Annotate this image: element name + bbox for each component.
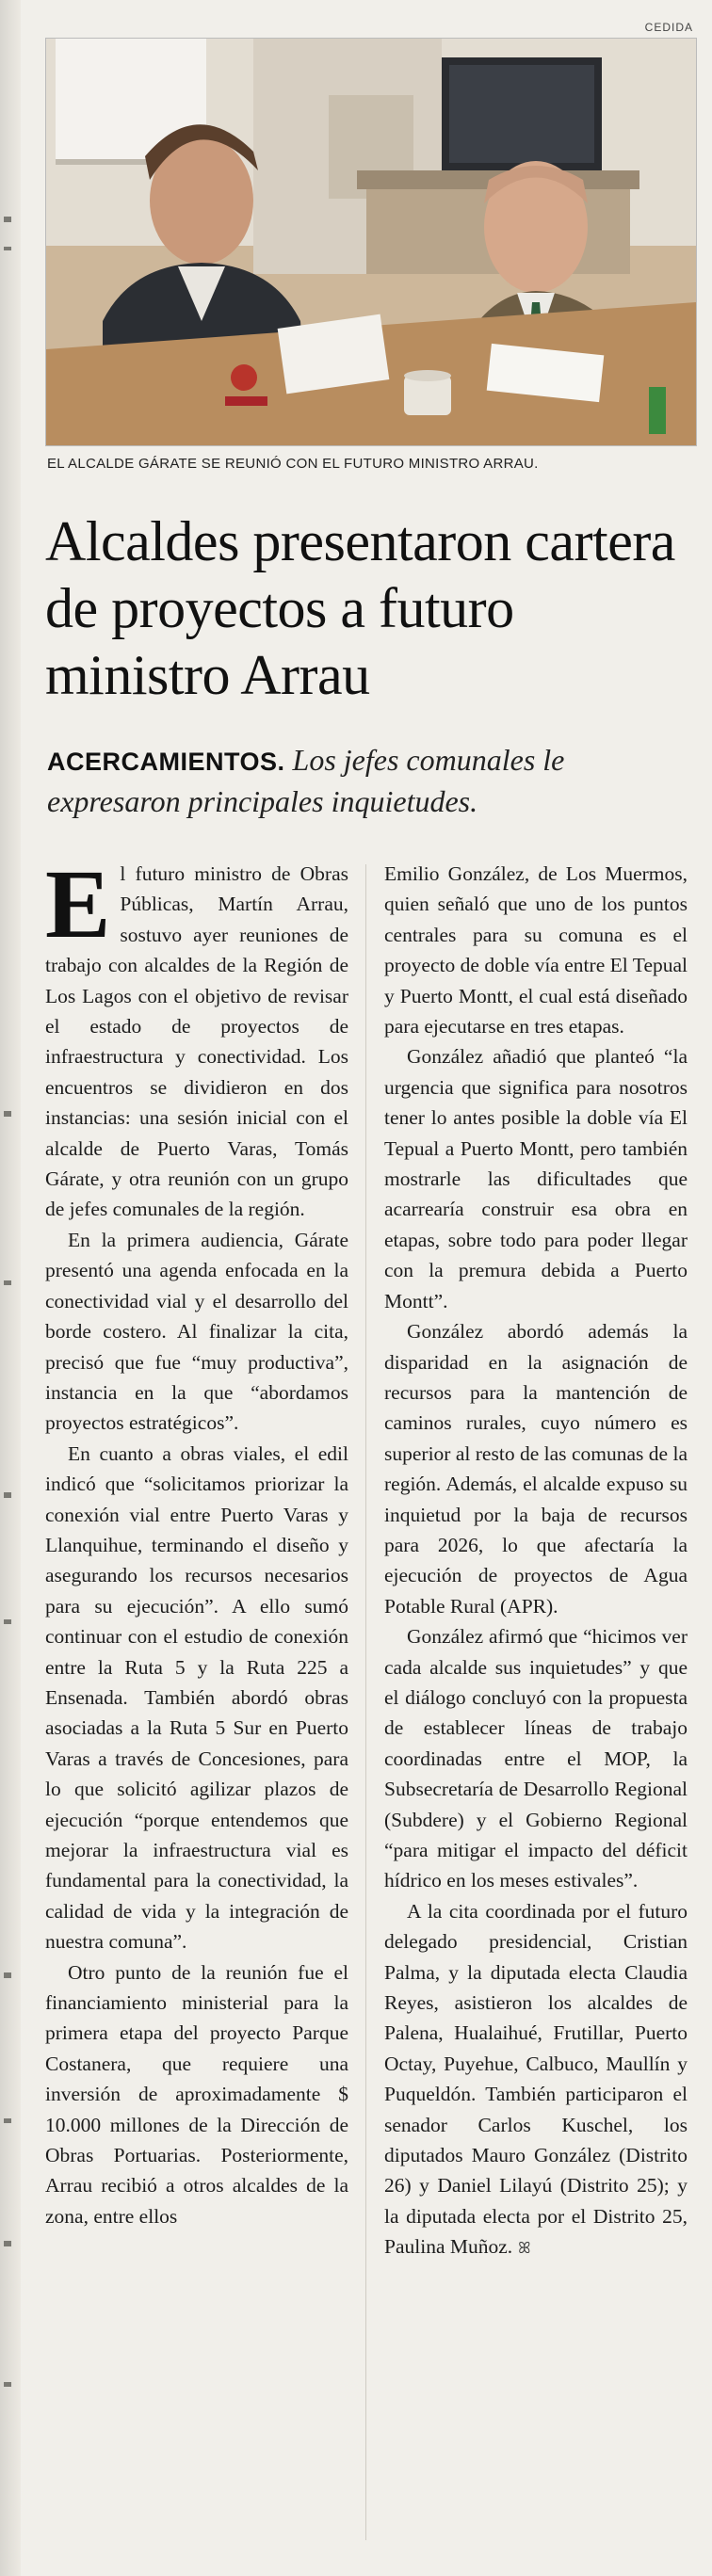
subheadline [47, 740, 697, 821]
kicker-label: ACERCAMIENTOS. [47, 748, 285, 776]
column-divider [365, 864, 366, 2540]
paragraph: González afirmó que “hicimos ver cada alcalde sus inquietudes” y que el diálogo concluyó con la propuesta de establecer líneas de trabajo coordinadas entre el MOP, la Subsecretaría de Desarrollo Regional (Subdere) y el Gobierno Regional “para mitigar el impacto del déficit hídrico en los meses estivales”. [384, 1625, 688, 1892]
headline: Alcaldes presentaron cartera de proyectos a futuro ministro Arrau [45, 510, 675, 706]
paragraph [45, 850, 348, 1225]
paragraph: En cuanto a obras viales, el edil indicó que “solicitamos priorizar la conexión vial entre Puerto Varas y Llanquihue, terminando el diseño y asegurando los recursos necesarios para su ejecución”. A ello sumó continuar con el estudio de conexión entre la Ruta 5 y la Ruta 225 a Ensenada. También abordó obras asociadas a la Ruta 5 Sur en Puerto Varas a través de Concesiones, para lo que solicitó agilizar plazos de ejecución “porque entendemos que mejorar la infraestructura vial es fundamental para la conectividad, la calidad de vida y la integración de nuestra comuna”. [45, 1441, 348, 1954]
paragraph: Otro punto de la reunión fue el financiamiento ministerial para la primera etapa del proyecto Parque Costanera, que requiere una inversión de aproximadamente $ 10.000 millones de la Dirección de Obras Portuarias. Posteriormente, Arrau recibió a otros alcaldes de la zona, entre ellos [45, 1960, 348, 2228]
subheadline-text: Los jefes comunales le expresaron principales inquietudes. [47, 743, 565, 818]
paragraph-text: A la cita coordinada por el futuro delegado presidencial, Cristian Palma, y la diputada electa Claudia Reyes, asistieron los alcaldes de Palena, Hualaihué, Frutillar, Puerto Octay, Puyehue, Calbuco, Maullín y Puqueldón. También participaron el senador Carlos Kuschel, los diputados Mauro González (Distrito 26) y Daniel Lilayú (Distrito 25); y la diputada electa por el Distrito 25, Paulina Muñoz. [384, 1899, 688, 2259]
paragraph-text: l futuro ministro de Obras Públicas, Martín Arrau, sostuvo ayer reuniones de trabajo con alcaldes de la Región de Los Lagos con el objetivo de revisar el estado de proyectos de infraestructura y conectividad. Los encuentros se dividieron en dos instancias: una sesión inicial con el alcalde de Puerto Varas, Tomás Gárate, y otra reunión con un grupo de jefes comunales de la región. [45, 862, 348, 1221]
paragraph: González añadió que planteó “la urgencia que significa para nosotros tener lo antes posible la doble vía El Tepual a Puerto Montt, pero también mostrarle las dificultades que acarrearía construir esa obra en etapas, sobre todo para poder llegar con la premura debida a Puerto Montt”. [384, 1045, 688, 1312]
article-column-1 [45, 850, 348, 2231]
drop-cap: E [45, 850, 111, 958]
adjacent-page-edge [0, 0, 21, 2576]
paragraph [384, 1896, 688, 2264]
article-photo [45, 38, 697, 446]
paragraph: Emilio González, de Los Muermos, quien señaló que uno de los puntos centrales para su comuna es el proyecto de doble vía entre El Tepual y Puerto Montt, el cual está diseñado para ejecutarse en tres etapas. [384, 862, 688, 1038]
end-mark-icon: ꕤ [518, 2239, 531, 2258]
paragraph: González abordó además la disparidad en la asignación de recursos para la mantención de caminos rurales, cuyo número es superior al resto de las comunas de la región. Además, el alcalde expuso su inquietud por la baja de recursos para 2026, lo que afectaría la ejecución de proyectos de Agua Potable Rural (APR). [384, 1320, 688, 1618]
photo-credit: CEDIDA [644, 21, 693, 34]
photo-caption: EL ALCALDE GÁRATE SE REUNIÓ CON EL FUTURO MINISTRO ARRAU. [47, 456, 539, 472]
article-column-2 [384, 859, 688, 2264]
paragraph: En la primera audiencia, Gárate presentó una agenda enfocada en la conectividad vial y el desarrollo del borde costero. Al finalizar la cita, precisó que fue “muy productiva”, instancia en la que “abordamos proyectos estratégicos”. [45, 1228, 348, 1435]
